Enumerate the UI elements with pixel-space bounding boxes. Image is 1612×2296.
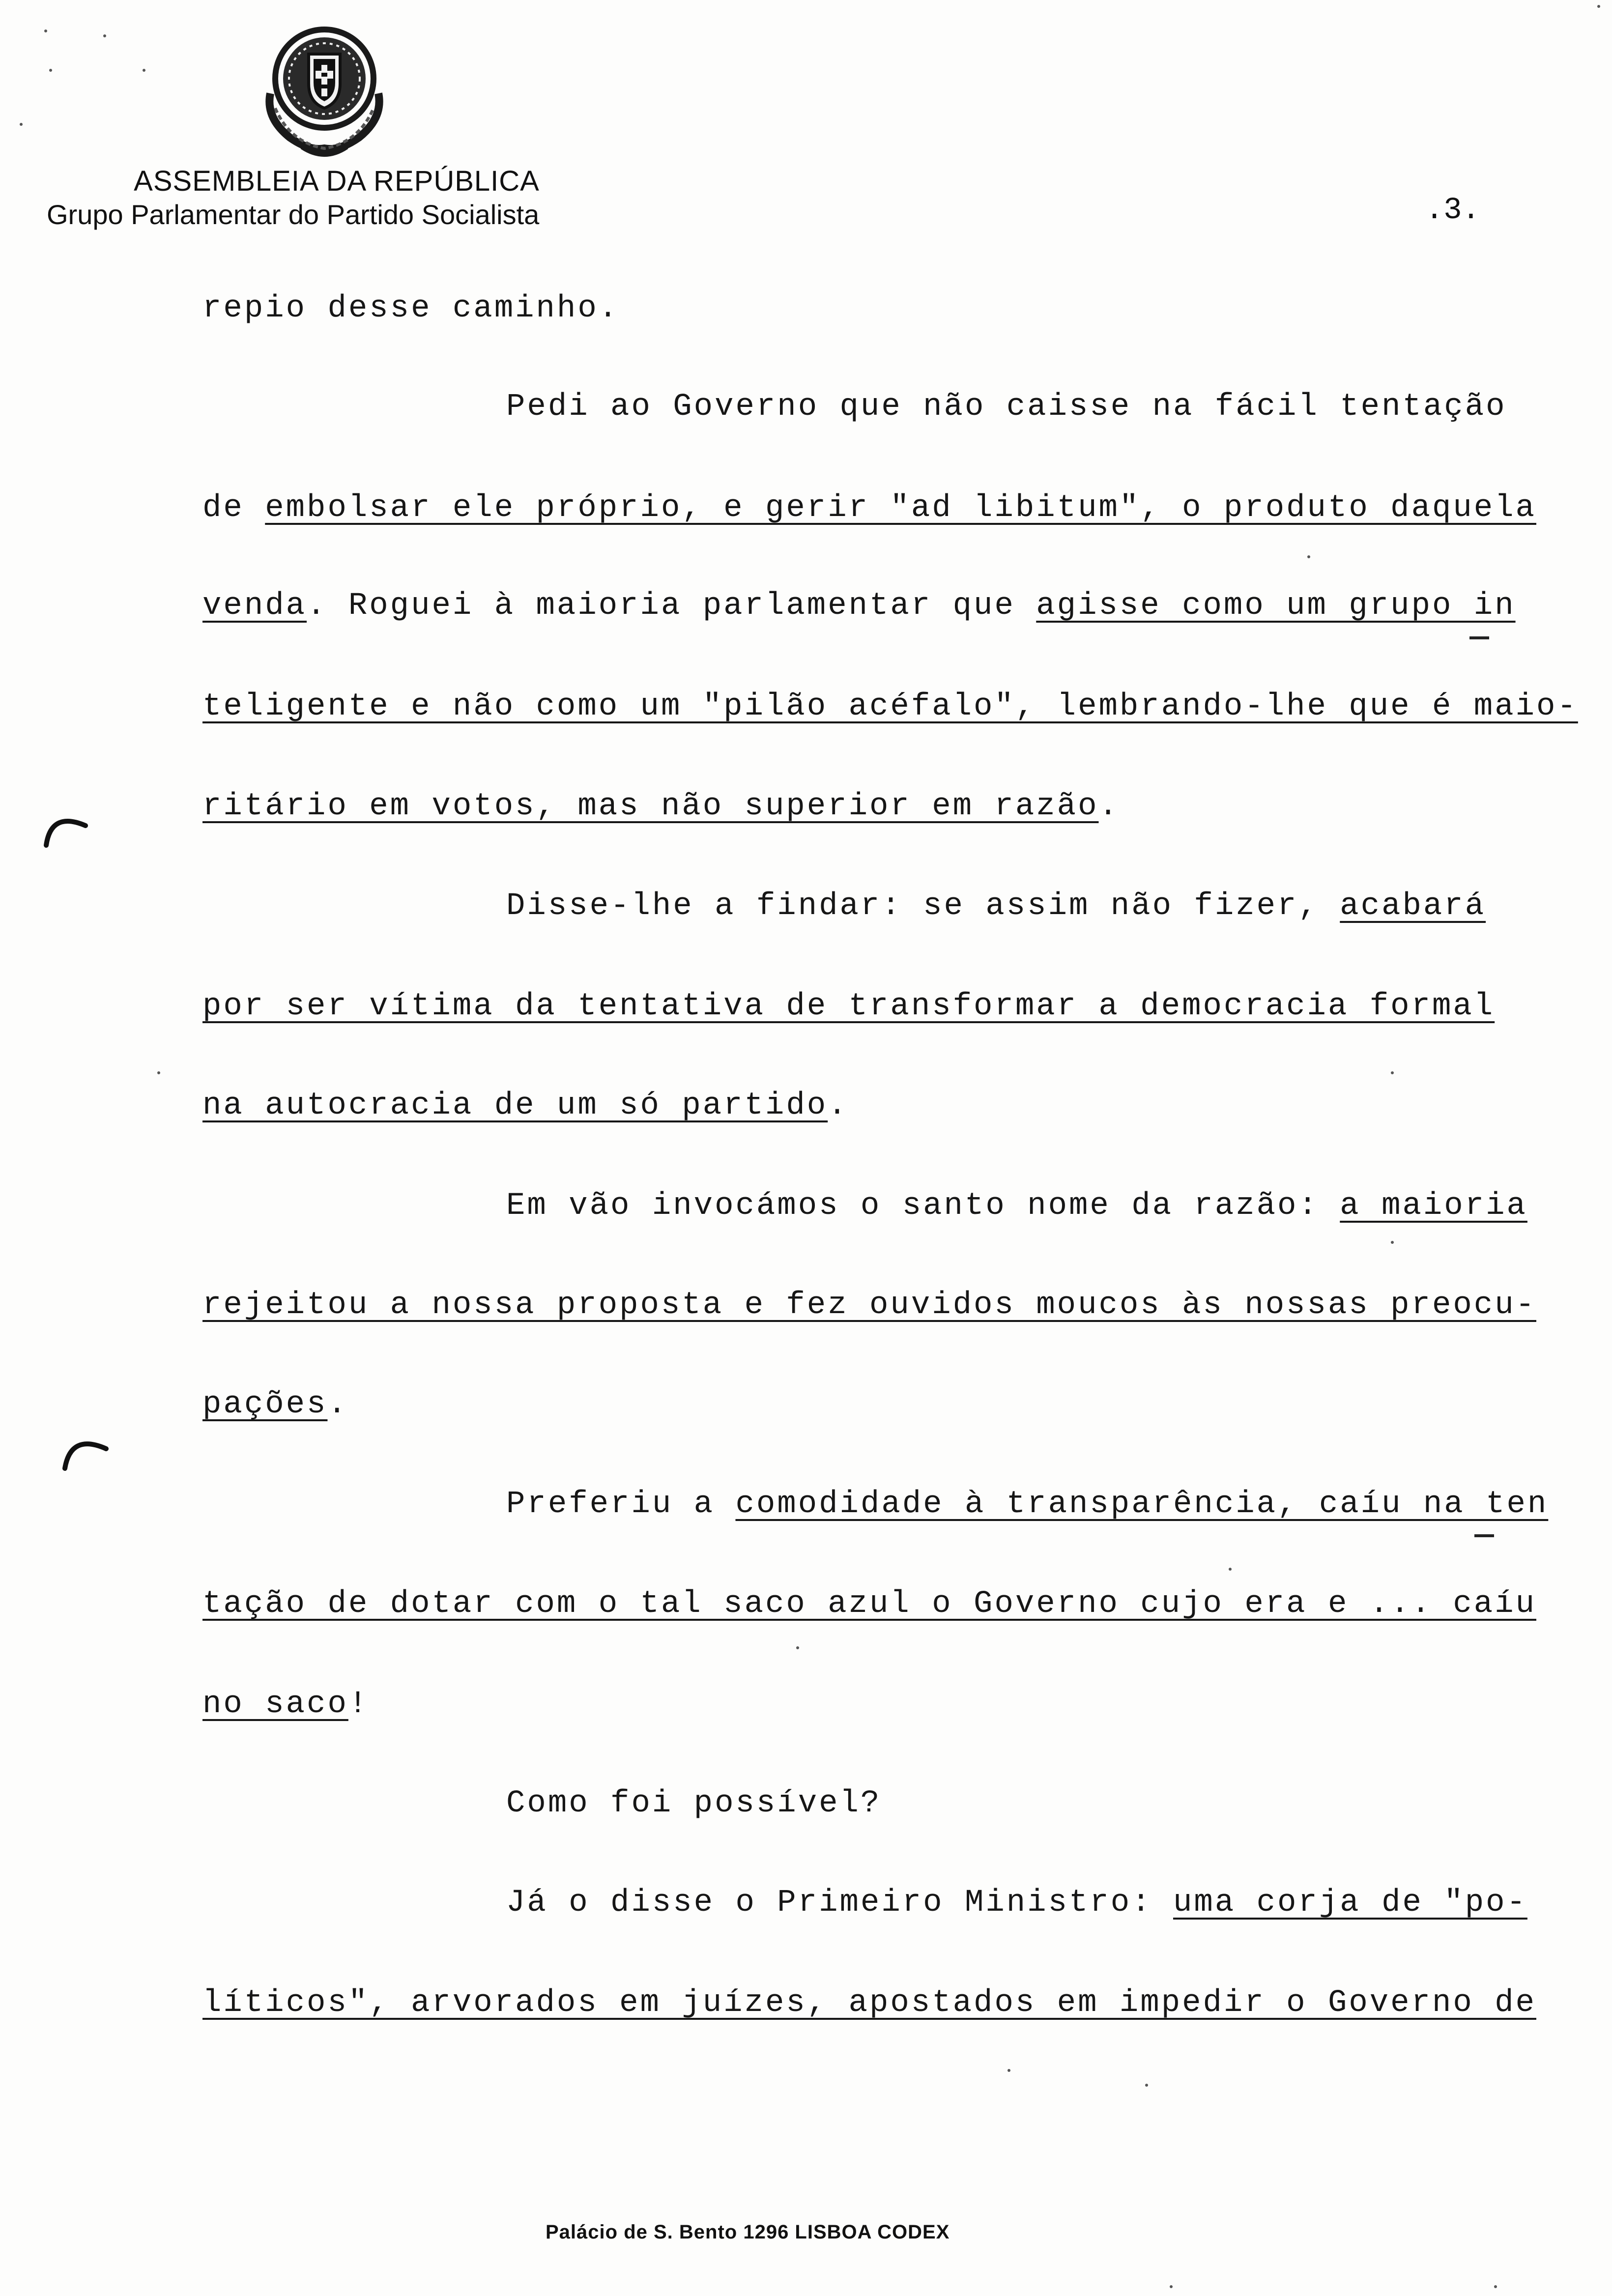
body-line-17 — [506, 1885, 1527, 1921]
body-line-14 — [202, 1586, 1536, 1622]
underlined-text: rejeitou a nossa proposta e fez ouvidos moucos às nossas preocu- — [202, 1288, 1536, 1323]
speck — [143, 69, 145, 72]
speck — [796, 1646, 799, 1649]
margin-arc-mark — [59, 1429, 113, 1473]
underlined-text: uma corja de "po- — [1173, 1885, 1527, 1921]
body-line-2 — [506, 389, 1507, 425]
body-line-4 — [202, 588, 1516, 624]
underlined-text: tação de dotar com o tal saco azul o Governo cujo era e ... caíu — [202, 1586, 1536, 1622]
body-line-5 — [202, 689, 1578, 724]
body-text: . Roguei à maioria parlamentar que — [307, 588, 1036, 624]
body-text: . — [828, 1088, 849, 1123]
body-line-7 — [506, 889, 1486, 924]
speck — [44, 29, 47, 32]
underlined-text: na autocracia de um só partido — [202, 1088, 828, 1123]
underlined-text: pações — [202, 1387, 328, 1422]
body-text: Já o disse o Primeiro Ministro: — [506, 1885, 1173, 1921]
underlined-text: embolsar ele próprio, e gerir "ad libitum", o produto daquela — [265, 490, 1536, 526]
margin-dash-mark — [1474, 1534, 1494, 1537]
portuguese-coat-of-arms-icon — [256, 20, 393, 162]
body-line-6 — [202, 789, 1120, 824]
underlined-text: acabará — [1340, 889, 1486, 924]
body-text: . — [327, 1387, 348, 1422]
parliamentary-group-name: Grupo Parlamentar do Partido Socialista — [47, 199, 540, 230]
speck — [1008, 2069, 1010, 2072]
underlined-text: agisse como um grupo in — [1036, 588, 1516, 624]
speck — [1494, 2285, 1497, 2288]
speck — [1170, 2285, 1173, 2288]
speck — [157, 1071, 160, 1074]
speck — [1391, 1241, 1394, 1244]
body-line-15 — [202, 1687, 369, 1722]
speck — [103, 34, 106, 37]
margin-arc-mark — [41, 806, 95, 850]
body-text: . — [1098, 789, 1120, 824]
speck — [49, 69, 52, 72]
body-line-12 — [202, 1387, 348, 1422]
underlined-text: venda — [202, 588, 307, 624]
speck — [1229, 1568, 1232, 1571]
underlined-text: comodidade à transparência, caíu na ten — [735, 1487, 1549, 1522]
organization-name: ASSEMBLEIA DA REPÚBLICA — [134, 165, 540, 197]
body-text: Como foi possível? — [506, 1786, 882, 1821]
underlined-text: a maioria — [1340, 1188, 1527, 1224]
underlined-text: líticos", arvorados em juízes, apostados em impedir o Governo de — [202, 1985, 1536, 2021]
speck — [1597, 5, 1600, 8]
body-line-13 — [506, 1487, 1548, 1522]
body-text: Pedi ao Governo que não caisse na fácil tentação — [506, 389, 1507, 425]
speck — [1145, 2084, 1148, 2087]
speck — [1391, 1071, 1394, 1074]
body-text: Disse-lhe a findar: se assim não fizer, — [506, 889, 1340, 924]
body-line-1 — [202, 291, 619, 326]
speck — [20, 123, 23, 126]
underlined-text: por ser vítima da tentativa de transformar a democracia formal — [202, 989, 1495, 1024]
body-line-3 — [202, 490, 1536, 526]
footer-address: Palácio de S. Bento 1296 LISBOA CODEX — [546, 2221, 950, 2243]
underlined-text: ritário em votos, mas não superior em razão — [202, 789, 1099, 824]
body-text: repio desse caminho. — [202, 291, 620, 326]
body-line-11 — [202, 1288, 1536, 1323]
underlined-text: teligente e não como um "pilão acéfalo", lembrando-lhe que é maio- — [202, 689, 1578, 724]
body-text: ! — [348, 1687, 370, 1722]
margin-dash-mark — [1469, 636, 1489, 639]
body-line-8 — [202, 989, 1495, 1024]
body-line-18 — [202, 1985, 1536, 2021]
underlined-text: no saco — [202, 1687, 348, 1722]
body-text: Preferiu a — [506, 1487, 736, 1522]
speck — [1307, 555, 1310, 558]
body-line-16 — [506, 1786, 881, 1821]
body-text: de — [202, 490, 265, 526]
body-text: Em vão invocámos o santo nome da razão: — [506, 1188, 1340, 1224]
body-line-10 — [506, 1188, 1527, 1224]
body-line-9 — [202, 1088, 849, 1123]
page-number: .3. — [1425, 193, 1480, 228]
